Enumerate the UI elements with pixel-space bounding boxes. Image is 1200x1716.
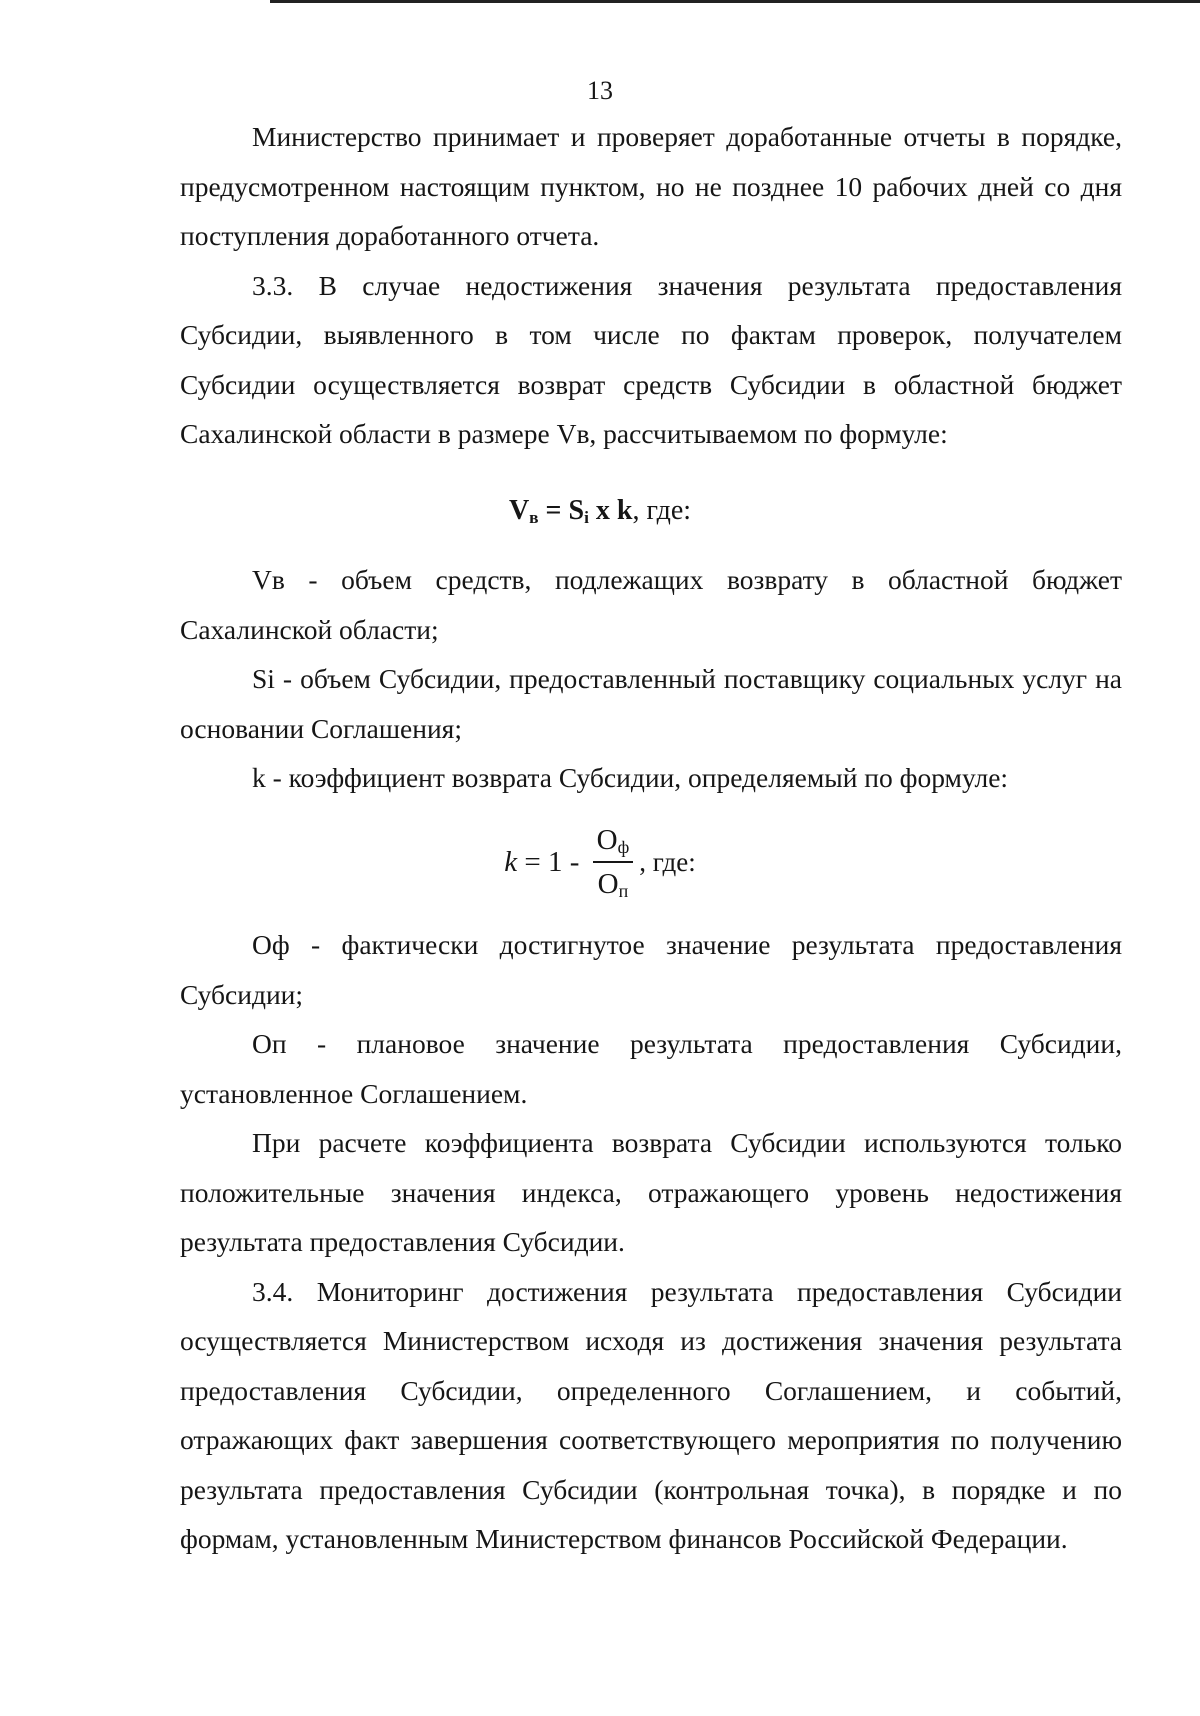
paragraph-3-3-text: 3.3. В случае недостижения значения результата предоставления Субсидии, выявленного в том числе по фактам проверок, получателем Субсидии осуществляется возврат средств Субсидии в областной бюджет Сахалинской области в размере Vв, рассчитываемом по формуле: — [180, 269, 1122, 449]
formula-vv-lhs-sub: в — [529, 507, 539, 527]
formula-vv-s-sub: i — [584, 507, 589, 527]
text-block-middle — [180, 555, 1122, 803]
formula-vv-k: k — [616, 495, 633, 526]
definition-k: k - коэффициент возврата Субсидии, определяемый по формуле: — [252, 762, 1009, 793]
page-number: 13 — [587, 76, 613, 105]
fraction-denominator: $О_п$ — [597, 868, 629, 901]
formula-k-lhs: k — [504, 845, 518, 878]
formula-k — [0, 812, 1200, 912]
formula-k-tail: , где: — [639, 846, 696, 877]
text-block-top — [180, 112, 1122, 459]
formula-vv-tail: , где: — [632, 495, 692, 526]
top-border-line — [270, 0, 1200, 3]
paragraph-ministry-review: Министерство принимает и проверяет доработанные отчеты в порядке, предусмотренном настоящим пунктом, но не позднее 10 рабочих дней со дня поступления доработанного отчета. — [180, 121, 1122, 251]
definition-op: Оп - плановое значение результата предоставления Субсидии, установленное Соглашением. — [180, 1028, 1122, 1109]
text-block-bottom — [180, 920, 1122, 1564]
paragraph-3-4: 3.4. Мониторинг достижения результата предоставления Субсидии осуществляется Министерством исходя из достижения значения результата предоставления Субсидии, определенного Соглашением, и событий, отражающих факт завершения соответствующего мероприятия по получению результата предоставления Субсидии (контрольная точка), в порядке и по формам, установленным Министерством финансов Российской Федерации. — [180, 1275, 1122, 1554]
formula-k-eq: = 1 - — [517, 845, 587, 878]
formula-vv — [0, 491, 1200, 531]
definition-of: Оф - фактически достигнутое значение результата предоставления Субсидии; — [180, 929, 1122, 1010]
paragraph-3-3 — [180, 261, 1122, 459]
definition-si: Si - объем Субсидии, предоставленный поставщику социальных услуг на основании Соглашения; — [180, 663, 1122, 744]
formula-vv-s: S — [568, 495, 585, 526]
paragraph-positive-values: При расчете коэффициента возврата Субсидии используются только положительные значения индекса, отражающего уровень недостижения результата предоставления Субсидии. — [180, 1127, 1122, 1257]
definition-vv: Vв - объем средств, подлежащих возврату в областной бюджет Сахалинской области; — [180, 564, 1122, 645]
formula-vv-times: x — [588, 495, 617, 526]
formula-vv-eq: = — [538, 495, 569, 526]
formula-vv-lhs: V — [508, 495, 530, 526]
formula-k-fraction — [593, 821, 634, 903]
fraction-numerator: $О_ф$ — [596, 824, 630, 857]
